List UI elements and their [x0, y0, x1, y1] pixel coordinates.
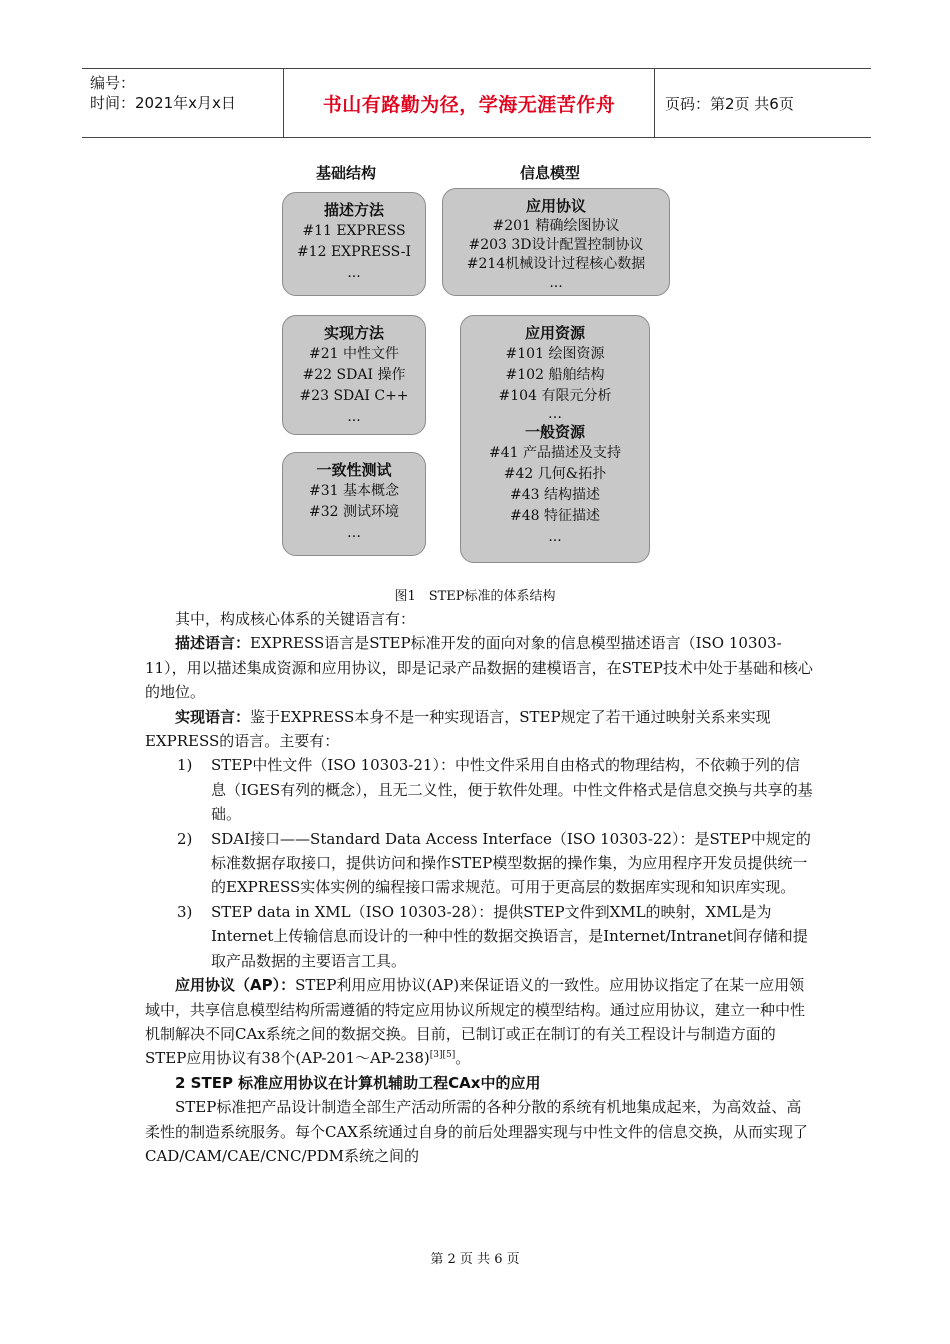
- box-title: 应用协议: [525, 197, 586, 215]
- box-line: #203 3D设计配置控制协议: [468, 237, 644, 253]
- box-line: #201 精确绘图协议: [492, 218, 620, 234]
- box-line: ...: [347, 265, 361, 281]
- box-line: …: [347, 525, 361, 541]
- box-line: #214机械设计过程核心数据: [466, 256, 646, 272]
- header-meta: [82, 69, 284, 137]
- paragraph-implementation-language: [145, 705, 813, 754]
- box-line: ...: [549, 275, 563, 291]
- header-date: 时间：2021年x月x日: [90, 94, 236, 112]
- box-subtitle-general-resources: 一般资源: [524, 423, 585, 441]
- box-line: #43 结构描述: [510, 487, 600, 503]
- box-line: #41 产品描述及支持: [489, 445, 621, 461]
- term-application-protocol: 应用协议（AP）：: [175, 976, 296, 995]
- page-header: [82, 68, 871, 138]
- box-line: …: [548, 406, 562, 422]
- term-implementation-language: 实现语言：: [175, 707, 251, 726]
- box-title: 一致性测试: [316, 461, 392, 479]
- paragraph-text: 鉴于EXPRESS本身不是一种实现语言，STEP规定了若干通过映射关系来实现EXPRESS的语言。主要有：: [145, 707, 771, 751]
- box-title: 应用资源: [524, 324, 585, 342]
- header-number: 编号：: [90, 74, 136, 92]
- list-item-number: 3): [177, 902, 193, 921]
- box-line: #22 SDAI 操作: [302, 367, 406, 383]
- box-line: #42 几何&拓扑: [503, 466, 607, 482]
- section-heading: 2 STEP 标准应用协议在计算机辅助工程CAx中的应用: [175, 1073, 541, 1092]
- diagram-right-title: 信息模型: [520, 164, 581, 182]
- paragraph-end: 。: [455, 1049, 471, 1068]
- box-line: #23 SDAI C++: [299, 388, 409, 404]
- list-item-number: 2): [177, 829, 193, 848]
- citation-reference: [3][5]: [429, 1050, 456, 1061]
- term-description-language: 描述语言：: [175, 634, 251, 653]
- step-architecture-diagram: [270, 150, 680, 570]
- page-footer: 第 2 页 共 6 页: [430, 1252, 520, 1267]
- paragraph-text: EXPRESS语言是STEP标准开发的面向对象的信息模型描述语言（ISO 10303-11），用以描述集成资源和应用协议，即是记录产品数据的建模语言，在STEP技术中处于基础和核心的地位。: [145, 634, 813, 702]
- box-line: #31 基本概念: [309, 483, 399, 499]
- list-item-text: SDAI接口——Standard Data Access Interface（ISO 10303-22）：是STEP中规定的标准数据存取接口，提供访问和操作STEP模型数据的操作集，为应用程序开发员提供统一的EXPRESS实体实例的编程接口需求规范。可用于更高层的数据库实现和知识库实现。: [211, 829, 811, 897]
- box-title: 实现方法: [323, 324, 384, 342]
- box-title: 描述方法: [323, 201, 384, 219]
- list-item: [145, 753, 813, 826]
- figure-caption: 图1 STEP标准的体系结构: [394, 589, 556, 604]
- list-item-number: 1): [177, 756, 193, 775]
- paragraph-intro: 其中，构成核心体系的关键语言有：: [175, 610, 416, 628]
- box-line: #21 中性文件: [309, 346, 399, 362]
- list-item: [145, 827, 813, 900]
- header-motto: 书山有路勤为径，学海无涯苦作舟: [284, 69, 655, 137]
- diagram-left-title: 基础结构: [316, 164, 377, 182]
- box-implementation-methods: [282, 315, 426, 435]
- box-line: ...: [347, 409, 361, 425]
- paragraph-step-integration: STEP标准把产品设计制造全部生产活动所需的各种分散的系统有机地集成起来，为高效益、高柔性的制造系统服务。每个CAX系统通过自身的前后处理器实现与中性文件的信息交换，从而实现了CAD/CAM/CAE/CNC/PDM系统之间的: [145, 1098, 808, 1165]
- paragraph-description-language: [145, 631, 813, 704]
- box-line: #32 测试环境: [309, 504, 399, 520]
- box-line: ...: [548, 529, 562, 545]
- box-line: #48 特征描述: [510, 508, 600, 524]
- implementation-list: [145, 753, 813, 973]
- list-item: [145, 900, 813, 973]
- box-line: #12 EXPRESS-I: [296, 244, 412, 260]
- box-line: #101 绘图资源: [505, 346, 605, 362]
- header-page-number: 页码：第2页 共6页: [665, 94, 794, 113]
- box-line: #104 有限元分析: [498, 388, 612, 404]
- box-description-methods: [282, 192, 426, 296]
- box-line: #11 EXPRESS: [302, 223, 406, 239]
- box-conformance-testing: [282, 452, 426, 556]
- list-item-text: STEP data in XML（ISO 10303-28）：提供STEP文件到XML的映射，XML是为Internet上传输信息而设计的一种中性的数据交换语言，是Internet/Intranet间存储和提取产品数据的主要语言工具。: [211, 902, 808, 970]
- paragraph-application-protocol: [145, 973, 813, 1071]
- paragraph-text: STEP利用应用协议(AP)来保证语义的一致性。应用协议指定了在某一应用领域中，共享信息模型结构所需遵循的特定应用协议所规定的模型结构。通过应用协议，建立一种中性机制解决不同CAx系统之间的数据交换。目前，已制订或正在制订的有关工程设计与制造方面的STEP应用协议有38个(AP-201～AP-238): [145, 976, 806, 1068]
- box-application-protocols: [442, 188, 670, 296]
- document-body: [145, 607, 813, 1168]
- list-item-text: STEP中性文件（ISO 10303-21）：中性文件采用自由格式的物理结构，不依赖于列的信息（IGES有列的概念），且无二义性，便于软件处理。中性文件格式是信息交换与共享的基础。: [211, 756, 813, 824]
- box-application-resources: [460, 315, 650, 563]
- box-line: #102 船舶结构: [505, 367, 605, 383]
